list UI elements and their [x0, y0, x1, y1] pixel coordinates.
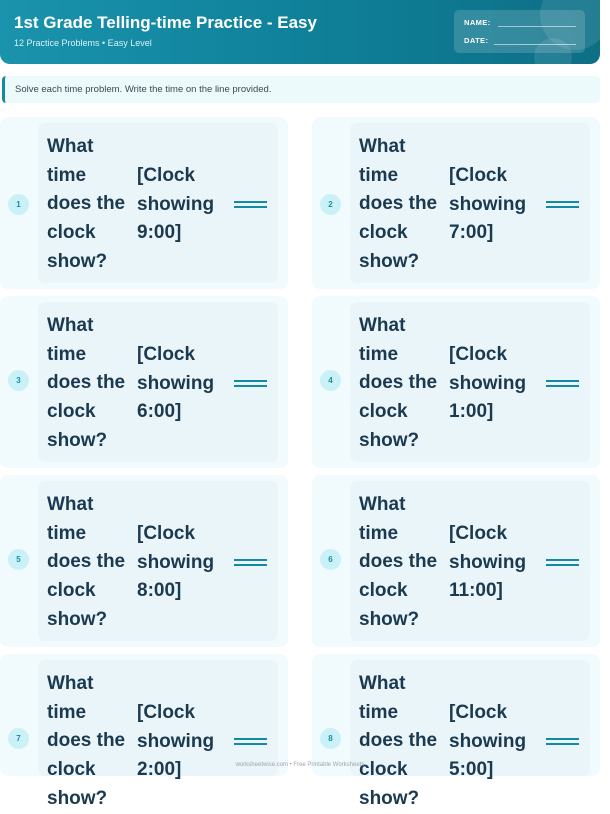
problem-box [350, 481, 590, 641]
name-date-box [454, 10, 585, 53]
problem-box [350, 123, 590, 283]
clock-placeholder: [Clock showing 6:00] [137, 344, 215, 423]
problem-number-badge: 2 [320, 194, 341, 215]
clock-placeholder: [Clock showing 8:00] [137, 523, 215, 602]
clock-placeholder: [Clock showing 2:00] [137, 702, 215, 781]
question-text: What time does the clock show? [47, 315, 126, 451]
question-text: What time does the clock show? [47, 136, 126, 272]
problem-number-badge: 1 [8, 194, 29, 215]
problem-number-badge: 7 [8, 728, 29, 749]
question-text: What time does the clock show? [47, 673, 126, 809]
answer-line[interactable] [546, 380, 579, 387]
problem-box [350, 302, 590, 462]
answer-line[interactable] [546, 738, 579, 745]
page-title: 1st Grade Telling-time Practice - Easy [14, 13, 317, 32]
worksheet-header [0, 0, 600, 64]
problem-box [38, 123, 278, 283]
problem-number-badge: 8 [320, 728, 341, 749]
question-text: What time does the clock show? [359, 136, 438, 272]
answer-line[interactable] [234, 559, 267, 566]
question-text: What time does the clock show? [47, 494, 126, 630]
clock-placeholder: [Clock showing 7:00] [449, 165, 527, 244]
answer-line[interactable] [234, 201, 267, 208]
problem-card [0, 296, 288, 468]
answer-line[interactable] [234, 738, 267, 745]
problem-box [38, 660, 278, 809]
problem-card [0, 475, 288, 647]
problem-card [312, 475, 600, 647]
question-text: What time does the clock show? [359, 494, 438, 630]
problem-card [312, 296, 600, 468]
name-field[interactable] [464, 18, 491, 27]
clock-placeholder: [Clock showing 5:00] [449, 702, 527, 781]
answer-line[interactable] [546, 559, 579, 566]
date-line [494, 44, 576, 45]
date-label: DATE: [464, 36, 489, 45]
name-label: NAME: [464, 18, 491, 27]
name-line [498, 26, 576, 27]
clock-placeholder: [Clock showing 9:00] [137, 165, 215, 244]
problem-card [0, 654, 288, 809]
problem-number-badge: 3 [8, 370, 29, 391]
answer-line[interactable] [546, 201, 579, 208]
problem-card [0, 117, 288, 289]
problem-card [312, 654, 600, 809]
problem-number-badge: 6 [320, 549, 341, 570]
page-subtitle: 12 Practice Problems • Easy Level [14, 38, 152, 48]
question-text: What time does the clock show? [359, 315, 438, 451]
answer-line[interactable] [234, 380, 267, 387]
instruction-banner [2, 76, 600, 103]
question-text: What time does the clock show? [359, 673, 438, 809]
clock-placeholder: [Clock showing 1:00] [449, 344, 527, 423]
problem-card [312, 117, 600, 289]
problem-box [350, 660, 590, 809]
footer-text: worksheetwise.com • Free Printable Worksheets [235, 762, 365, 768]
problem-number-badge: 4 [320, 370, 341, 391]
instruction-text: Solve each time problem. Write the time on the line provided. [15, 84, 272, 95]
date-field[interactable] [464, 36, 488, 45]
problem-box [38, 481, 278, 641]
problem-box [38, 302, 278, 462]
clock-placeholder: [Clock showing 11:00] [449, 523, 527, 602]
problem-number-badge: 5 [8, 549, 29, 570]
